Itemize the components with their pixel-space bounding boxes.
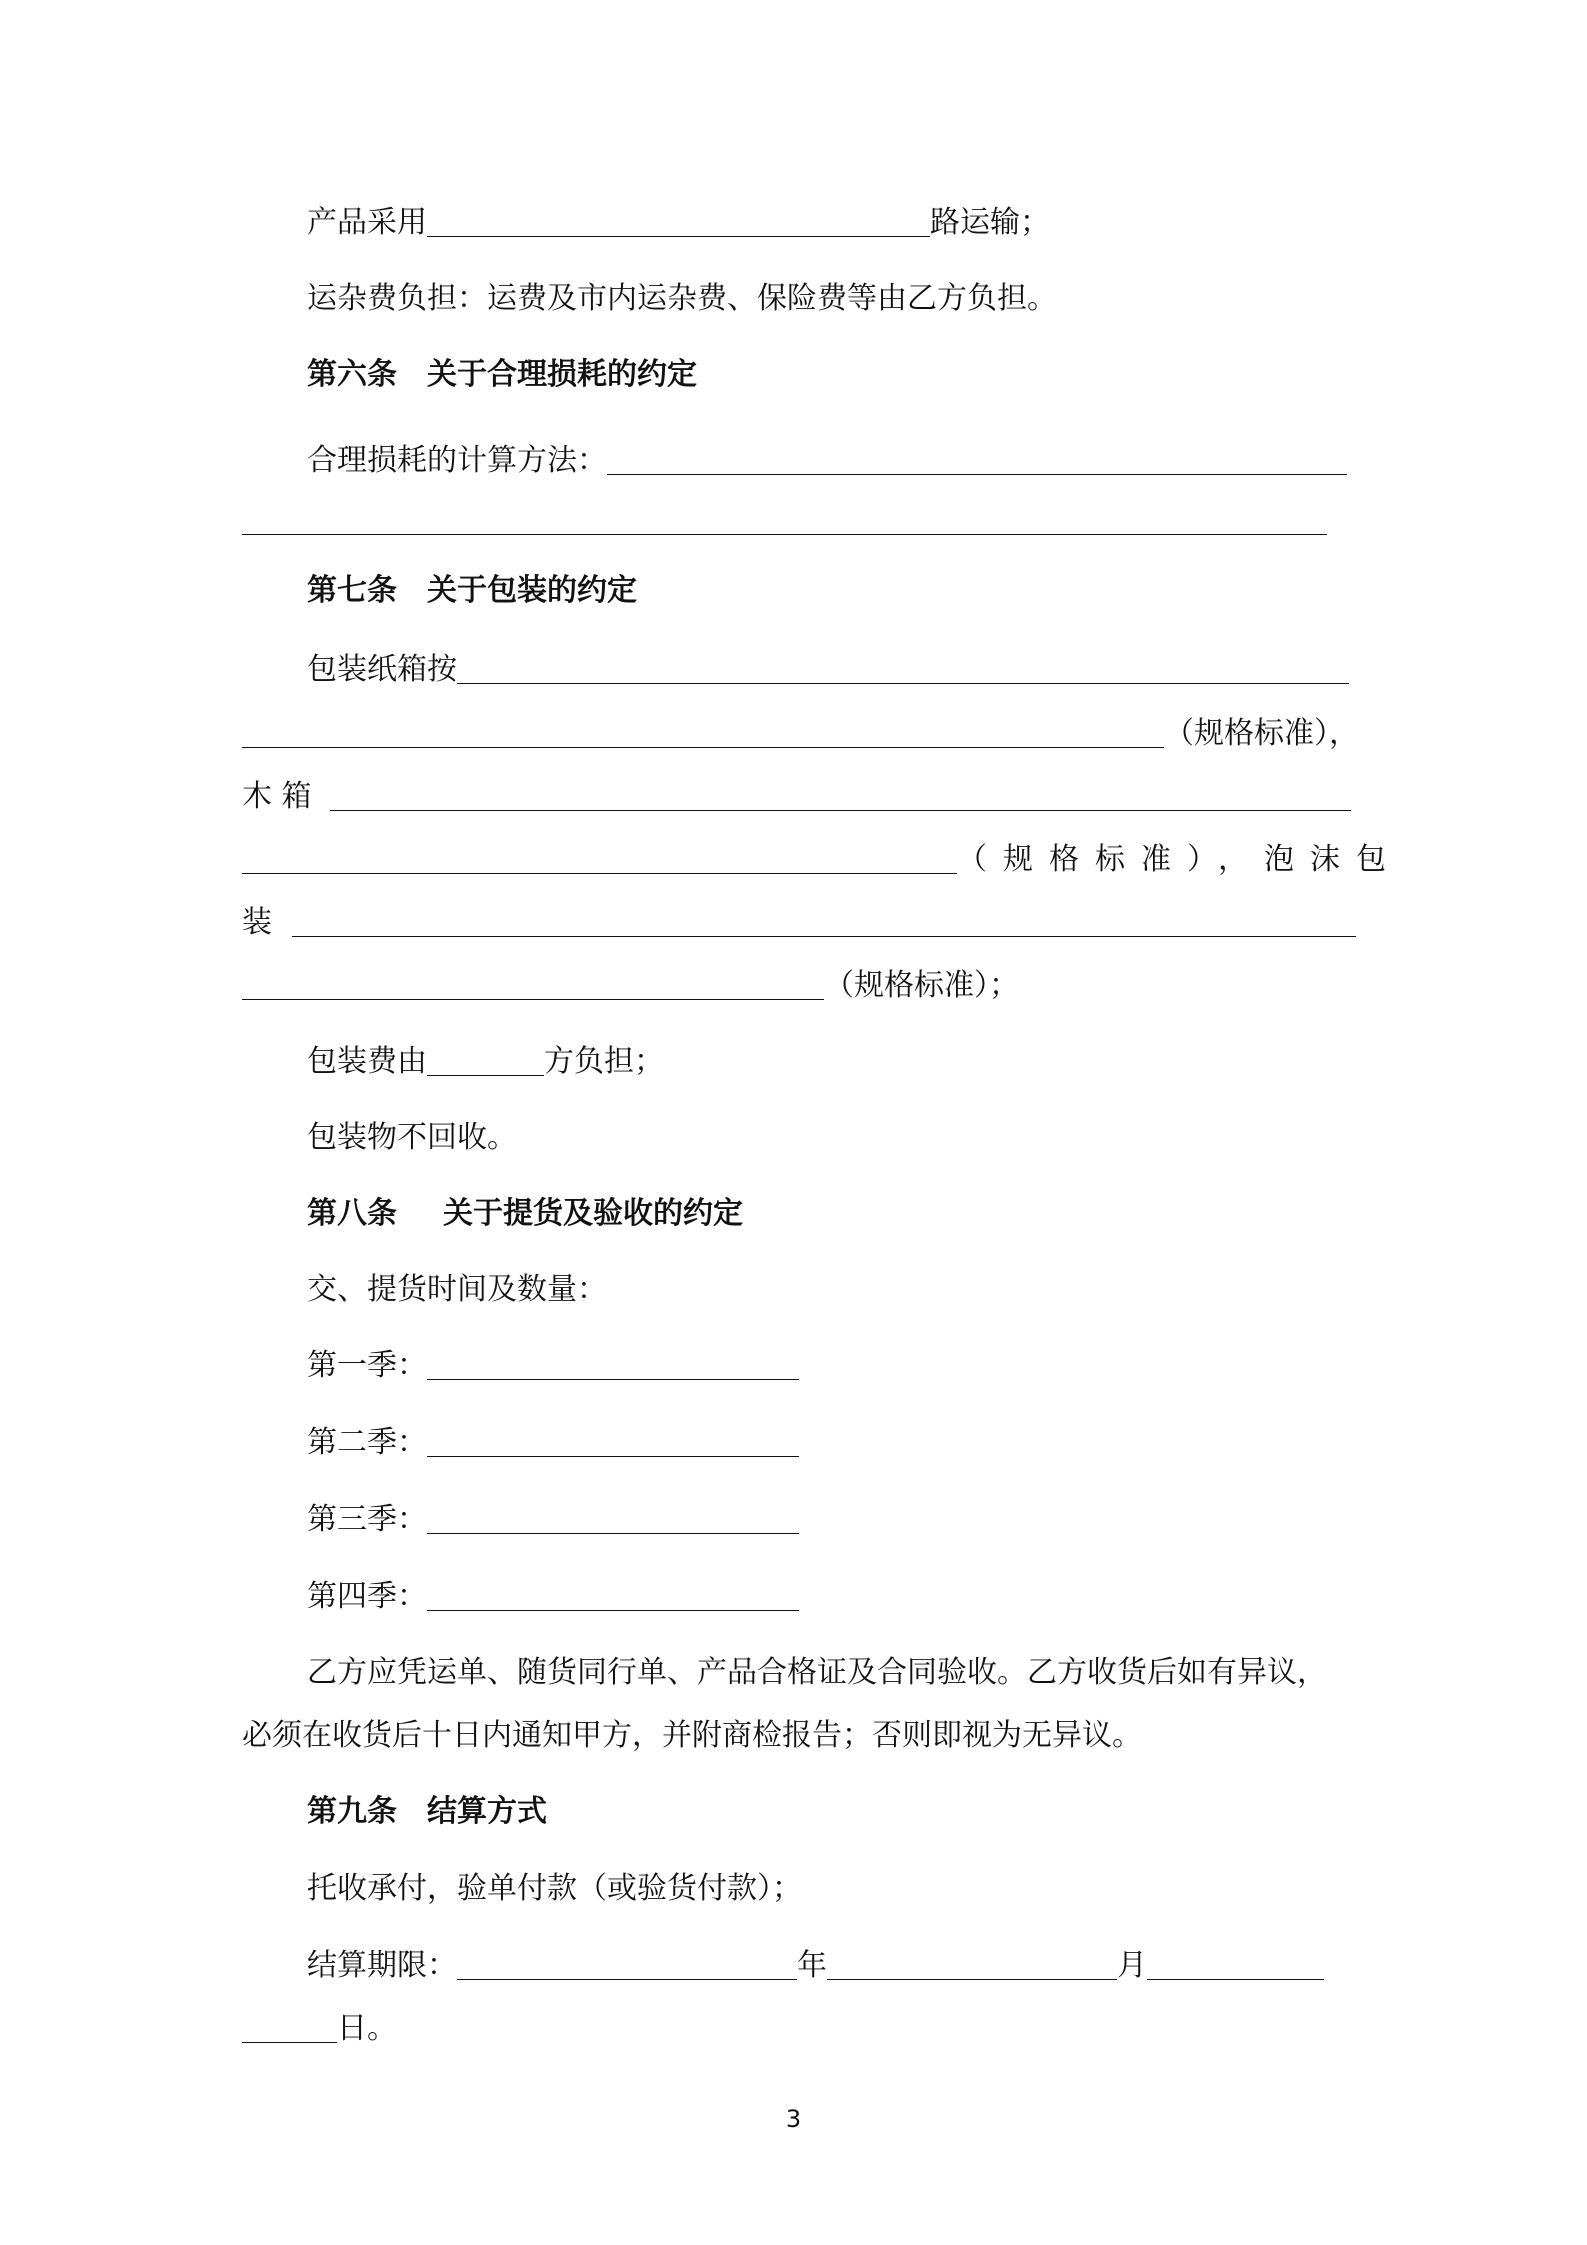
day-label: 日。: [337, 2011, 397, 2046]
quarter2-blank[interactable]: [427, 1426, 799, 1457]
settlement-period-line: [307, 1946, 1324, 1986]
quarter3-line: [307, 1500, 799, 1540]
pack-fee-suffix: 方负担；: [544, 1044, 664, 1079]
freight-line: [307, 279, 1057, 319]
year-label: 年: [797, 1948, 827, 1983]
settlement-day-blank[interactable]: [1147, 1949, 1324, 1980]
loss-method-line: [307, 441, 1347, 481]
article7-heading: [307, 571, 637, 611]
article8-heading: [307, 1194, 743, 1234]
article6-heading: [307, 355, 697, 395]
loss-method-label: 合理损耗的计算方法：: [307, 443, 607, 478]
settlement-period-label: 结算期限：: [307, 1948, 457, 1983]
article8-title: 关于提货及验收的约定: [443, 1196, 743, 1231]
pack-fee-line: [307, 1042, 664, 1082]
quarter4-blank[interactable]: [427, 1580, 799, 1611]
quarter2-label: 第二季：: [307, 1425, 427, 1460]
foam-spec-blank-cont[interactable]: [242, 969, 824, 1000]
page-number: 3: [785, 2105, 802, 2133]
article7-number: 第七条: [307, 573, 397, 608]
transport-suffix: 路运输；: [930, 205, 1050, 240]
quarter1-line: [307, 1346, 799, 1386]
transport-line: [307, 203, 1050, 243]
quarter4-line: [307, 1577, 799, 1617]
foam-spec-blank[interactable]: [292, 906, 1356, 937]
loss-method-blank-cont[interactable]: [242, 534, 1327, 535]
carton-spec-line: [242, 714, 1359, 754]
quarter1-blank[interactable]: [427, 1349, 799, 1380]
carton-spec-blank-cont[interactable]: [242, 717, 1164, 748]
wood-spec-line: [242, 840, 1402, 880]
article9-number: 第九条: [307, 1794, 397, 1829]
loss-method-blank[interactable]: [607, 444, 1347, 475]
article9-heading: [307, 1792, 547, 1832]
no-recycle-line: [307, 1118, 517, 1158]
settlement-month-blank[interactable]: [827, 1949, 1117, 1980]
article9-title: 结算方式: [427, 1794, 547, 1829]
foam-spec-line: [242, 966, 1019, 1006]
quarter1-label: 第一季：: [307, 1348, 427, 1383]
article6-title: 关于合理损耗的约定: [427, 357, 697, 392]
settlement-day-blank-cont[interactable]: [242, 2012, 337, 2043]
inspection-text-1: 乙方应凭运单、随货同行单、产品合格证及合同验收。乙方收货后如有异议，: [307, 1655, 1327, 1690]
foam-label: 装: [242, 905, 272, 940]
quarter3-label: 第三季：: [307, 1502, 427, 1537]
carton-spec-std: （规格标准），: [1164, 716, 1359, 751]
pack-fee-prefix: 包装费由: [307, 1044, 427, 1079]
article7-title: 关于包装的约定: [427, 573, 637, 608]
wood-spec-blank[interactable]: [330, 780, 1351, 811]
time-qty-text: 交、提货时间及数量：: [307, 1272, 607, 1307]
wood-spec-blank-cont[interactable]: [242, 843, 957, 874]
settlement-day-line: [242, 2009, 397, 2049]
time-qty-line: [307, 1270, 607, 1310]
inspection-line-2: [242, 1716, 1142, 1756]
article6-number: 第六条: [307, 357, 397, 392]
payment-method-line: [307, 1869, 802, 1909]
transport-prefix: 产品采用: [307, 205, 427, 240]
carton-line: [307, 650, 1349, 690]
carton-spec-blank[interactable]: [457, 653, 1349, 684]
settlement-year-blank[interactable]: [457, 1949, 797, 1980]
freight-text: 运杂费负担：运费及市内运杂费、保险费等由乙方负担。: [307, 281, 1057, 316]
month-label: 月: [1117, 1948, 1147, 1983]
article8-number: 第八条: [307, 1196, 397, 1231]
inspection-line-1: [307, 1653, 1327, 1693]
quarter2-line: [307, 1423, 799, 1463]
foam-line: [242, 903, 1356, 943]
carton-prefix: 包装纸箱按: [307, 652, 457, 687]
pack-fee-party-blank[interactable]: [427, 1045, 544, 1076]
inspection-text-2: 必须在收货后十日内通知甲方，并附商检报告；否则即视为无异议。: [242, 1718, 1142, 1753]
transport-mode-blank[interactable]: [427, 206, 930, 237]
quarter4-label: 第四季：: [307, 1579, 427, 1614]
wood-label: 木 箱: [242, 779, 312, 814]
quarter3-blank[interactable]: [427, 1503, 799, 1534]
no-recycle-text: 包装物不回收。: [307, 1120, 517, 1155]
payment-method-text: 托收承付，验单付款（或验货付款）；: [307, 1871, 802, 1906]
wood-line: [242, 777, 1351, 817]
foam-spec-std: （规格标准）；: [824, 968, 1019, 1003]
wood-spec-std: （规格标准），泡沫包: [957, 842, 1402, 877]
